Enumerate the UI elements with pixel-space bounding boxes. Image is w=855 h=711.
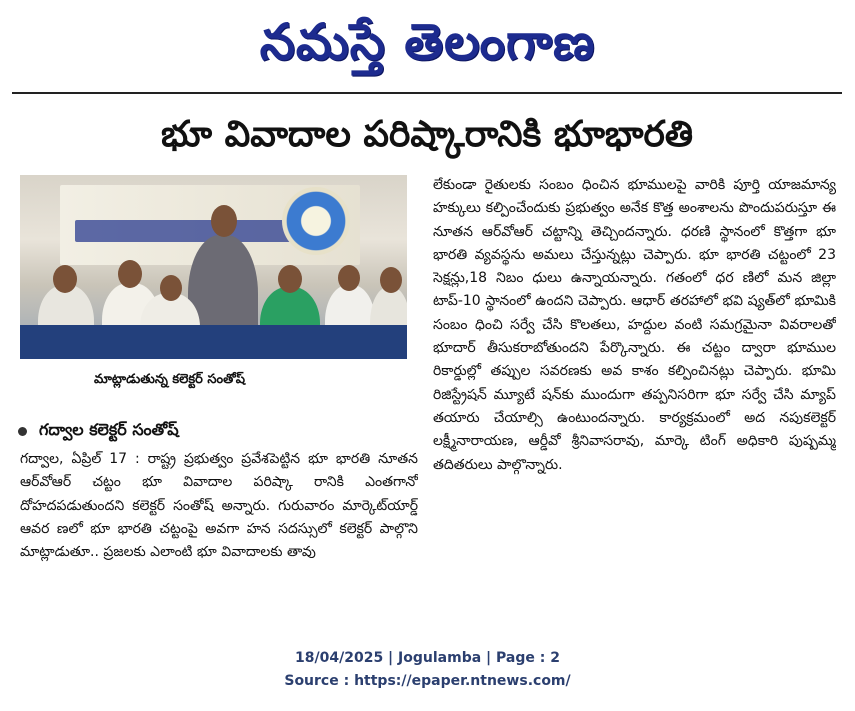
speaker-head: [211, 205, 237, 237]
bullet-icon: [18, 427, 27, 436]
footer-date-line: 18/04/2025 | Jogulamba | Page : 2: [295, 650, 560, 666]
article-body-left: గద్వాల, ఏప్రిల్ 17 : రాష్ట్ర ప్రభుత్వం ప్రవేశపెట్టిన భూ భారతి నూతన ఆర్‌వోఆర్ చట్టం భూ వివాదాల పరిష్కా రానికి ఎంతగానో దోహదపడుతుందని కలెక్టర్ సంతోష్ అన్నారు. గురువారం మార్కెట్‌యార్డ్ ఆవర ణలో భూ భారతి చట్టంపై అవగా హన సదస్సులో కలెక్టర్ పాల్గొని మాట్లాడుతూ.. ప్రజలకు ఎలాంటి భూ వివాదాలకు తావు: [20, 451, 418, 561]
attendee-head: [278, 265, 302, 293]
article-subhead: గద్వాల కలెక్టర్ సంతోష్: [39, 419, 179, 439]
article-body-right: లేకుండా రైతులకు సంబం ధించిన భూములపై వారికి పూర్తి యాజమాన్య హక్కులు కల్పించేందుకు ప్రభుత్వం అనేక కొత్త అంశాలను పొందుపరుస్తూ ఈ నూతన ఆర్‌వోఆర్ చట్టాన్ని తెచ్చిందన్నారు. ధరణి స్థానంలో కొత్తగా భూ భారతి వ్యవస్థను అమలు చేస్తున్నట్లు చెప్పారు. భూ భారతి చట్టంలో 23 సెక్షన్లు,18 నిబం ధులు ఉన్నాయన్నారు. గతంలో ధర ణిలో మన జిల్లా టాప్-10 స్థానంలో ఉందని చెప్పారు. ఆధార్ తరహాలో భవి ష్యత్‌లో భూమికి సంబం ధించి సర్వే చేసి కొలతలు, హద్దుల వంటి సమగ్రమైనా వివరాలతో భూదార్ తీసుకరాబోతుందని పేర్కొన్నారు. ఈ చట్టం ద్వారా భూముల రికార్డుల్లో తప్పుల సవరణకు అవ కాశం కల్పించినట్లు చెప్పారు. భూమి రిజిస్ట్రేషన్ మ్యూటే షన్‌కు ముందుగా తప్పనిసరిగా భూ సర్వే చేసి మ్యాప్ తయారు చేయాల్సి ఉంటుందన్నారు. కార్యక్రమంలో అద నపుకలెక్టర్ లక్ష్మీనారాయణ, ఆర్డీవో శ్రీనివాసరావు, మార్కె టింగ్ అధికారి పుష్పమ్మ తదితరులు పాల్గొన్నారు.: [433, 177, 836, 473]
masthead-logo: నమస్తే తెలంగాణ: [259, 12, 596, 71]
attendee-head: [338, 265, 360, 291]
attendee-head: [160, 275, 182, 301]
subhead-row: [14, 420, 414, 442]
article-headline: భూ వివాదాల పరిష్కారానికి భూభారతి: [161, 113, 693, 155]
photo-caption: మాట్లాడుతున్న కలెక్టర్ సంతోష్: [94, 372, 246, 387]
top-divider: [12, 92, 842, 94]
footer-source-link[interactable]: Source : https://epaper.ntnews.com/: [284, 673, 571, 689]
attendee-head: [53, 265, 77, 293]
article-photo: [20, 175, 407, 359]
attendee-head: [380, 267, 402, 293]
head-table: [20, 325, 407, 359]
attendee-head: [118, 260, 142, 288]
banner-emblem: [282, 187, 350, 255]
